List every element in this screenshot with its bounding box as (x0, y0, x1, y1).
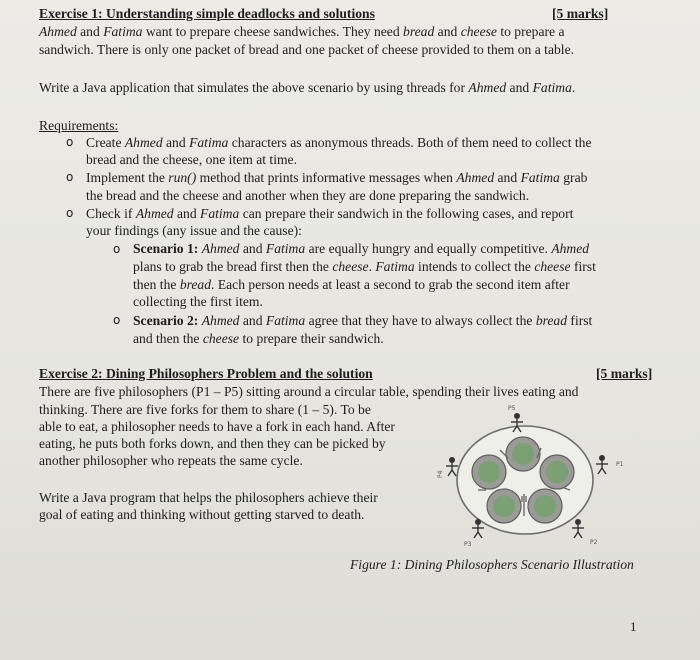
scenario1-line3: then the bread. Each person needs at least a second to grab the second item after (133, 277, 570, 292)
philosopher-icon (572, 519, 598, 546)
page-number: 1 (630, 619, 637, 634)
svg-text:P1: P1 (616, 461, 624, 468)
plate (487, 489, 521, 523)
ex2-line3: able to eat, a philosopher needs to have a fork in each hand. After (39, 419, 395, 434)
bullet-circle-icon: o (113, 242, 121, 256)
scenario2-line2: and then the cheese to prepare their sandwich. (133, 331, 384, 346)
req1-line1: Create Ahmed and Fatima characters as anonymous threads. Both of them need to collect the (86, 135, 592, 150)
ex2-line4: eating, he puts both forks down, and then they can be picked by (39, 436, 386, 451)
philosopher-icon (464, 519, 484, 548)
plate (540, 455, 574, 489)
req2-line2: the bread and the cheese and another when they are done preparing the sandwich. (86, 188, 530, 203)
req1-line2: bread and the cheese, one item at time. (86, 152, 297, 167)
req3-line2: your findings (any issue and the cause): (86, 223, 302, 238)
exercise-2-title: Exercise 2: Dining Philosophers Problem and the solution (39, 366, 373, 381)
req2-line1: Implement the run() method that prints informative messages when Ahmed and Fatima grab (86, 170, 588, 185)
svg-text:P4: P4 (437, 470, 444, 478)
dining-philosophers-figure (420, 398, 640, 553)
scenario2-line1: Scenario 2: Ahmed and Fatima agree that they have to always collect the bread first (133, 313, 593, 328)
svg-text:P5: P5 (508, 405, 516, 412)
requirements-heading: Requirements: (39, 118, 119, 133)
scenario1-line2: plans to grab the bread first then the cheese. Fatima intends to collect the cheese first (133, 259, 596, 274)
svg-text:P2: P2 (590, 539, 598, 546)
svg-text:P3: P3 (464, 541, 472, 548)
ex1-para1-line1: Ahmed and Fatima want to prepare cheese sandwiches. They need bread and cheese to prepare a (39, 24, 565, 39)
ex1-para2: Write a Java application that simulates the above scenario by using threads for Ahmed and Fatima. (39, 80, 576, 95)
figure-caption: Figure 1: Dining Philosophers Scenario Illustration (350, 557, 634, 572)
plate (528, 489, 562, 523)
ex1-para1-line2: sandwich. There is only one packet of bread and one packet of cheese provided to them on a table. (39, 42, 574, 57)
exercise-1-title: Exercise 1: Understanding simple deadlocks and solutions (39, 6, 375, 21)
bullet-circle-icon: o (66, 135, 74, 149)
bullet-circle-icon: o (66, 206, 74, 220)
exercise-1-marks: [5 marks] (552, 6, 609, 21)
ex2-line5: another philosopher who repeats the same cycle. (39, 453, 303, 468)
plate (506, 437, 540, 471)
bullet-circle-icon: o (66, 170, 74, 184)
ex2-line1: There are five philosophers (P1 – P5) sitting around a circular table, spending their lives eating and (39, 384, 579, 399)
ex2-line6: Write a Java program that helps the philosophers achieve their (39, 490, 378, 505)
scenario1-line4: collecting the first item. (133, 294, 263, 309)
plate (472, 455, 506, 489)
req3-line1: Check if Ahmed and Fatima can prepare their sandwich in the following cases, and report (86, 206, 574, 221)
bullet-circle-icon: o (113, 313, 121, 327)
scenario1-line1: Scenario 1: Ahmed and Fatima are equally hungry and equally competitive. Ahmed (133, 241, 590, 256)
ex2-line2: thinking. There are five forks for them to share (1 – 5). To be (39, 402, 371, 417)
exercise-2-marks: [5 marks] (596, 366, 653, 381)
ex2-line7: goal of eating and thinking without getting starved to death. (39, 507, 365, 522)
philosopher-icon (437, 457, 458, 478)
philosopher-icon (596, 455, 624, 474)
